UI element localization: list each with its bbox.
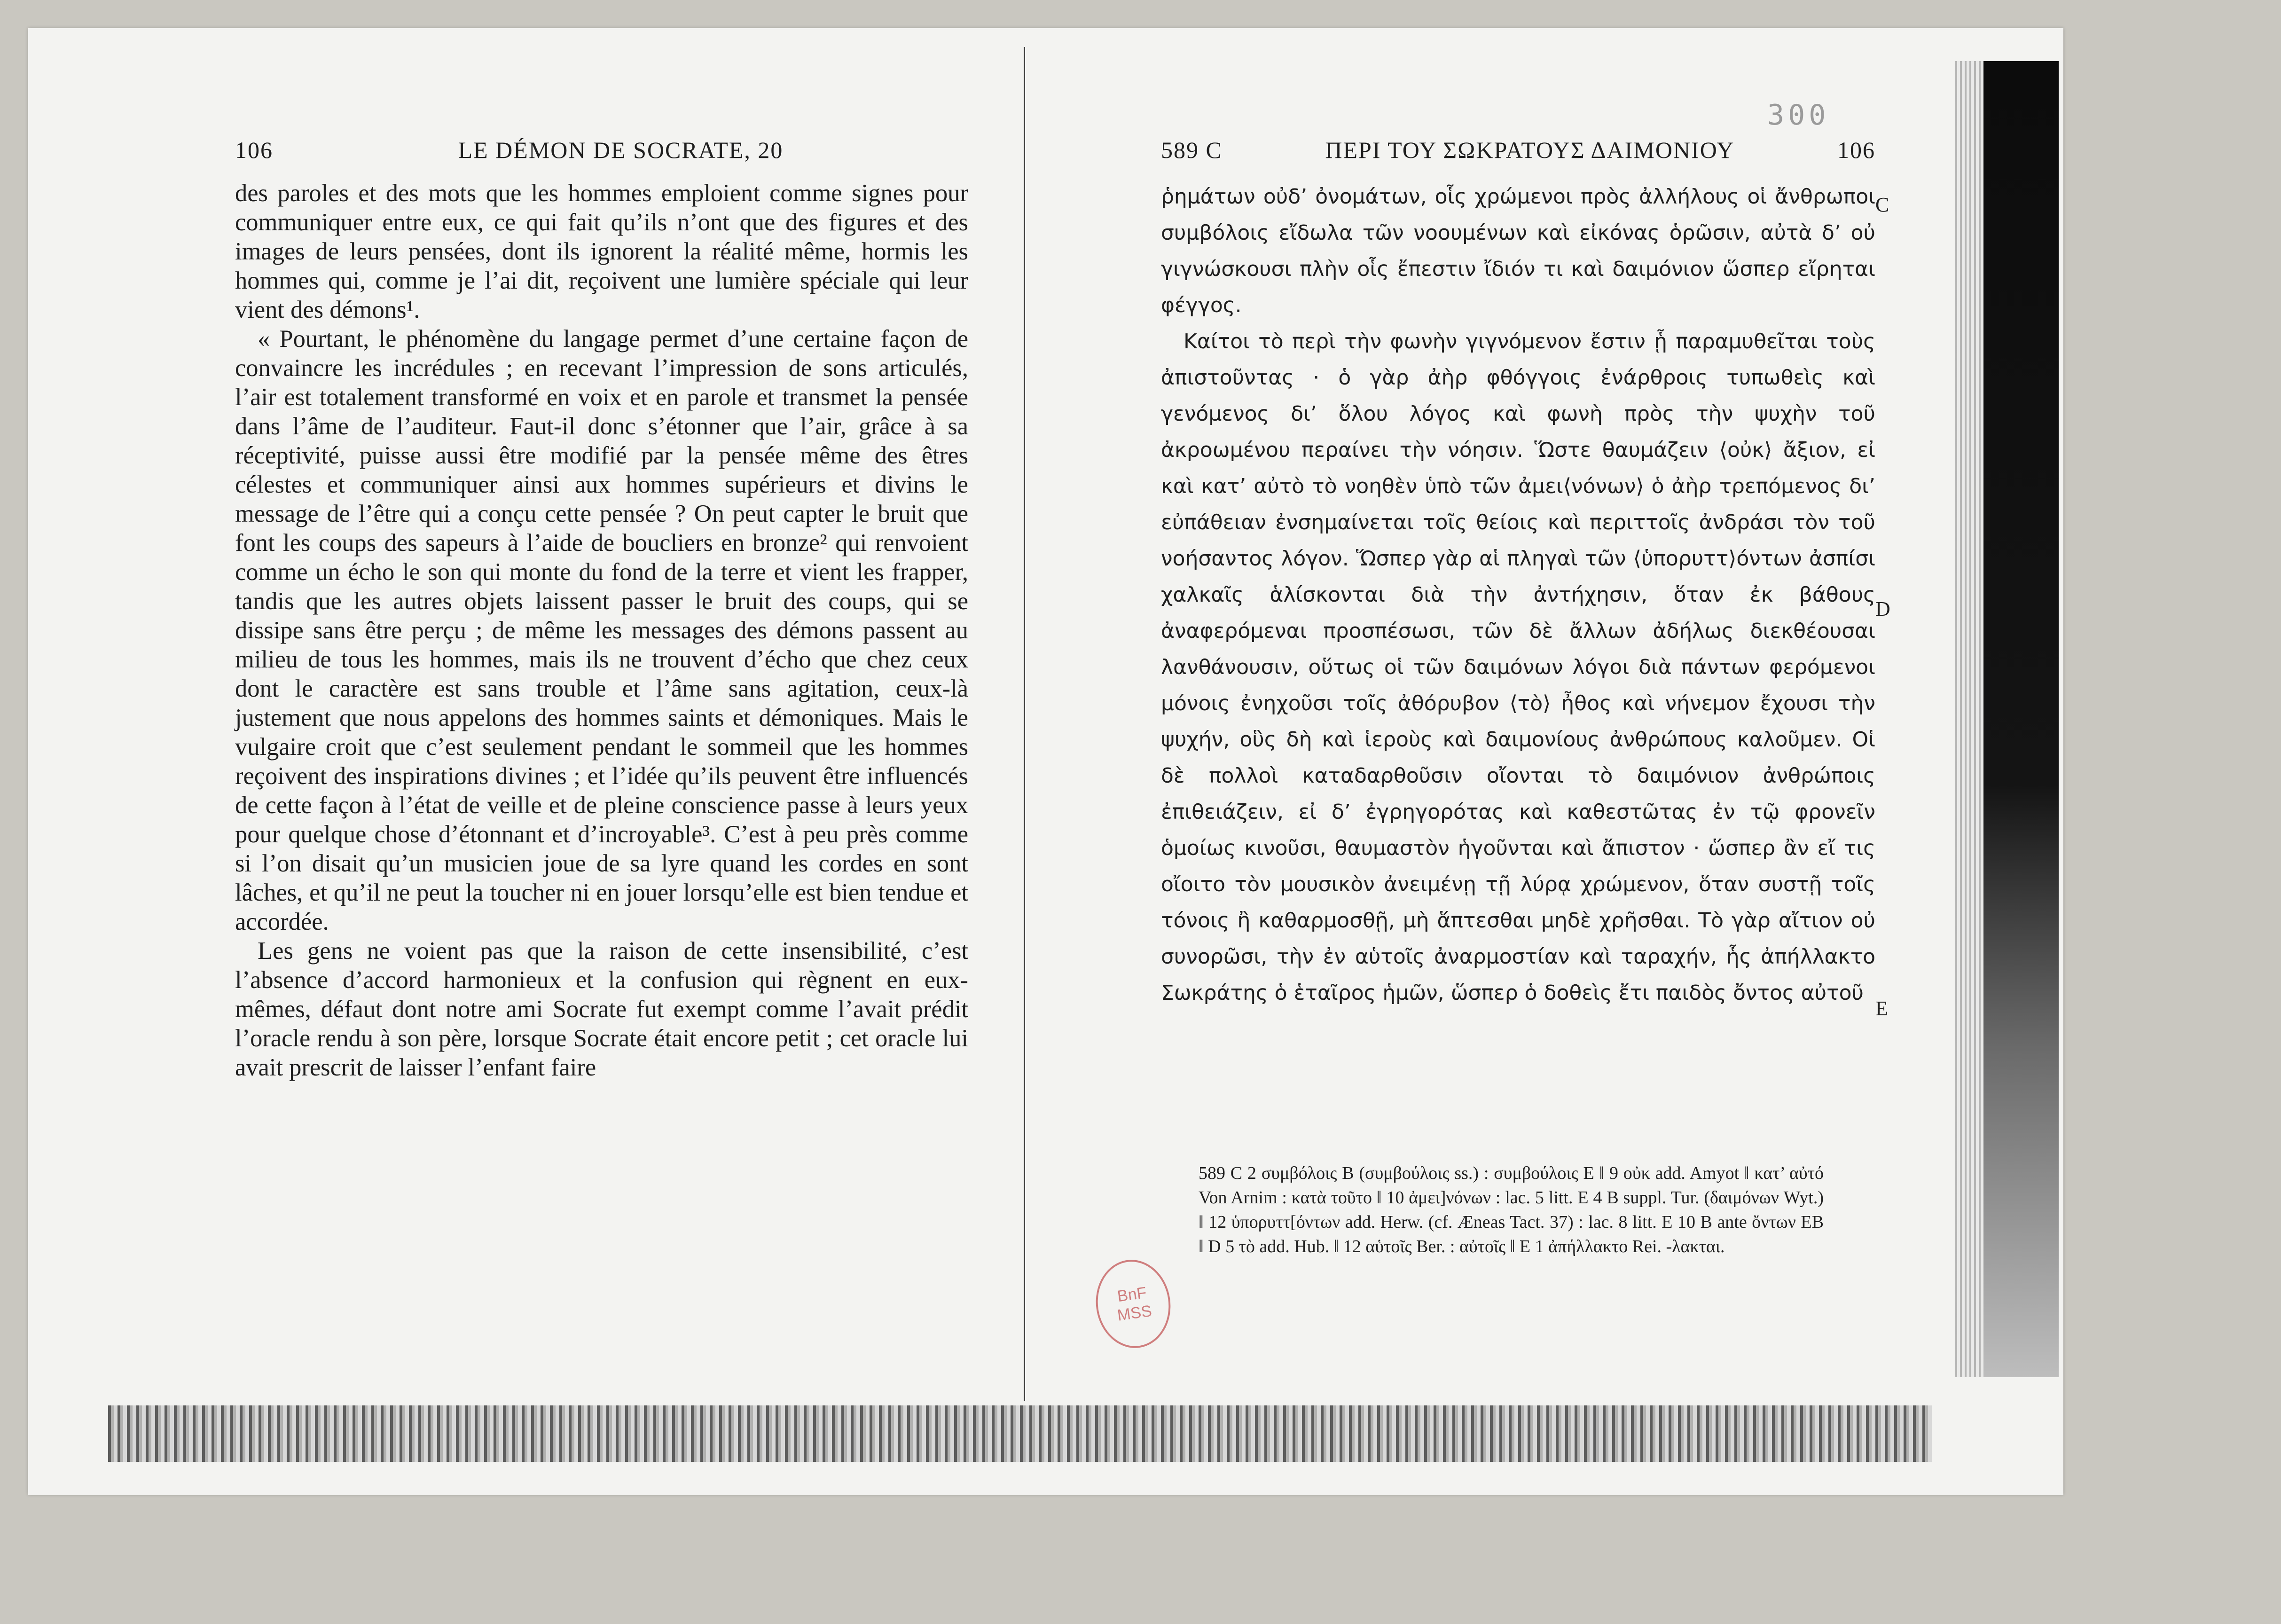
right-running-head <box>1161 136 1875 179</box>
folio-mark: 300 <box>1767 99 1830 132</box>
paragraph: Καίτοι τὸ περὶ τὴν φωνὴν γιγνόμενον ἔστιν ᾗ παραμυθεῖται τοὺς ἀπιστοῦντας · ὁ γὰρ ἀὴρ φθόγγοις ἐνάρθροις τυπωθεὶς καὶ γενόμενος δι’ ὅλου λόγος καὶ φωνὴ πρὸς τὴν ψυχὴν τοῦ ἀκροωμένου περαίνει τὴν νόησιν. Ὥστε θαυμάζειν ⟨οὐκ⟩ ἄξιον, εἰ καὶ κατ’ αὐτὸ τὸ νοηθὲν ὑπὸ τῶν ἀμει⟨νόνων⟩ ὁ ἀὴρ τρεπόμενος δι’ εὐπάθειαν ἐνσημαίνεται τοῖς θείοις καὶ περιττοῖς ἀνδράσι τὸν τοῦ νοήσαντος λόγον. Ὥσπερ γὰρ αἱ πληγαὶ τῶν ⟨ὑπορυττ⟩όντων ἀσπίσι χαλκαῖς ἁλίσκονται διὰ τὴν ἀντήχησιν, ὅταν ἐκ βάθους ἀναφερόμεναι προσπέσωσι, τῶν δὲ ἄλλων ἀδήλως διεκθέουσαι λανθάνουσιν, οὕτως οἱ τῶν δαιμόνων λόγοι διὰ πάντων φερόμενοι μόνοις ἐνηχοῦσι τοῖς ἀθόρυβον ⟨τὸ⟩ ἦθος καὶ νήνεμον ἔχουσι τὴν ψυχήν, οὓς δὴ καὶ ἱεροὺς καὶ δαιμονίους ἀνθρώπους καλοῦμεν. Οἱ δὲ πολλοὶ καταδαρθοῦσιν οἴονται τὸ δαιμόνιον ἀνθρώποις ἐπιθειάζειν, εἰ δ’ ἐγρηγορότας καὶ καθεστῶτας ἐν τῷ φρονεῖν ὁμοίως κινοῦσι, θαυμαστὸν ἡγοῦνται καὶ ἄπιστον · ὥσπερ ἂν εἴ τις οἴοιτο τὸν μουσικὸν ἀνειμένῃ τῇ λύρᾳ χρώμενον, ὅταν συστῇ τοῖς τόνοις ἢ καθαρμοσθῇ, μὴ ἅπτεσθαι μηδὲ χρῆσθαι. Τὸ γὰρ αἴτιον οὐ συνορῶσι, τὴν ἐν αὑτοῖς ἀναρμοστίαν καὶ ταραχήν, ἧς ἀπήλλακτο Σωκράτης ὁ ἑταῖρος ἡμῶν, ὥσπερ ὁ δοθεὶς ἔτι παιδὸς ὄντος αὐτοῦ <box>1161 330 1875 1005</box>
stamp-line: BnF <box>1116 1284 1148 1306</box>
left-page-number: 106 <box>235 137 273 163</box>
french-translation-text <box>235 179 968 1082</box>
margin-letter-e: E <box>1875 997 1888 1020</box>
scan-bottom-streak <box>108 1405 1932 1462</box>
left-running-head <box>235 136 968 179</box>
section-reference: 589 C <box>1161 137 1223 163</box>
margin-letter-c: C <box>1875 193 1889 216</box>
photocopy-sheet <box>28 28 2063 1495</box>
right-page-number: 106 <box>1837 137 1875 163</box>
left-page <box>235 136 968 1311</box>
scan-dark-edge <box>1983 61 2059 1377</box>
right-running-title: ΠΕΡΙ ΤΟΥ ΣΩΚΡΑΤΟΥΣ ΔΑΙΜΟΝΙΟΥ <box>1325 137 1735 163</box>
paragraph: ῥημάτων οὐδ’ ὀνομάτων, οἷς χρώμενοι πρὸς ἀλλήλους οἱ ἄνθρωποι συμβόλοις εἴδωλα τῶν νοουμένων καὶ εἰκόνας ὁρῶσιν, αὐτὰ δ’ οὐ γιγνώσκουσι πλὴν οἷς ἔπεστιν ἴδιόν τι καὶ δαιμόνιον ὥσπερ εἴρηται φέγγος. <box>1161 185 1875 317</box>
paragraph: Les gens ne voient pas que la raison de cette insensibilité, c’est l’absence d’accord harmonieux et la confusion qui règnent en eux-mêmes, défaut dont notre ami Socrate fut exempt comme l’avait prédit l’oracle rendu à son père, lorsque Socrate était encore petit ; cet oracle lui avait prescrit de laisser l’enfant faire <box>235 937 968 1081</box>
paragraph: des paroles et des mots que les hommes emploient comme signes pour communiquer entre eux, ce qui fait qu’ils n’ont que des figures et des images de leurs pensées, dont ils ignorent la réalité même, hormis les hommes qui, comme je l’ai dit, reçoivent une lumière spéciale qui leur vient des démons¹. <box>235 180 968 323</box>
margin-letter-d: D <box>1875 597 1890 620</box>
stamp-line: MSS <box>1116 1302 1153 1325</box>
left-running-title: LE DÉMON DE SOCRATE, 20 <box>458 137 784 163</box>
paragraph: « Pourtant, le phénomène du langage permet d’une certaine façon de convaincre les incrédules ; en recevant l’impression de sons articulés, l’air est totalement transformé en voix et en parole et transmet la pensée dans l’âme de l’auditeur. Faut-il donc s’étonner que l’air, grâce à sa réceptivité, puisse aussi être modifié par la pensée même des êtres célestes et communiquer ainsi aux hommes supérieurs et divins le message de l’être qui a conçu cette pensée ? On peut capter le bruit que font les coups des sapeurs à l’aide de boucliers en bronze² qui renvoient comme un écho le son qui monte du fond de la terre et vient les frapper, tandis que les autres objets laissent passer le bruit des coups, qui se dissipe sans être perçu ; de même les messages des démons passent au milieu de tous les hommes, mais ils ne trouvent d’écho que chez ceux dont le caractère est sans trouble et l’âme sans agitation, ceux-là justement que nous appelons des hommes saints et démoniques. Mais le vulgaire croit que c’est seulement pendant le sommeil que les hommes reçoivent des inspirations divines ; et l’idée qu’ils peuvent être influencés de cette façon à l’état de veille et de pleine conscience passe à leurs yeux pour quelque chose d’étonnant et d’incroyable³. C’est à peu près comme si l’on disait qu’un musicien joue de sa lyre quand les cordes en sont lâches, et qu’il ne peut la toucher ni en jouer lorsqu’elle est bien tendue et accordée. <box>235 325 968 935</box>
book-gutter <box>1024 47 1025 1401</box>
right-page <box>1161 136 1890 1311</box>
greek-text <box>1161 179 1875 1011</box>
critical-apparatus: 589 C 2 συμβόλοις B (συμβούλοις ss.) : συμβούλοις E ‖ 9 οὐκ add. Amyot ‖ κατ’ αὐτό Von Arnim : κατὰ τοῦτο ‖ 10 ἀμει]νόνων : lac. 5 litt. E 4 B suppl. Tur. (δαιμόνων Wyt.) ‖ 12 ὑπορυττ[όντων add. Herw. (cf. Æneas Tact. 37) : lac. 8 litt. E 10 B ante ὄντων EB ‖ D 5 τὸ add. Hub. ‖ 12 αὑτοῖς Ber. : αὐτοῖς ‖ E 1 ἀπήλλακτο Rei. -λακται. <box>1199 1163 1824 1256</box>
